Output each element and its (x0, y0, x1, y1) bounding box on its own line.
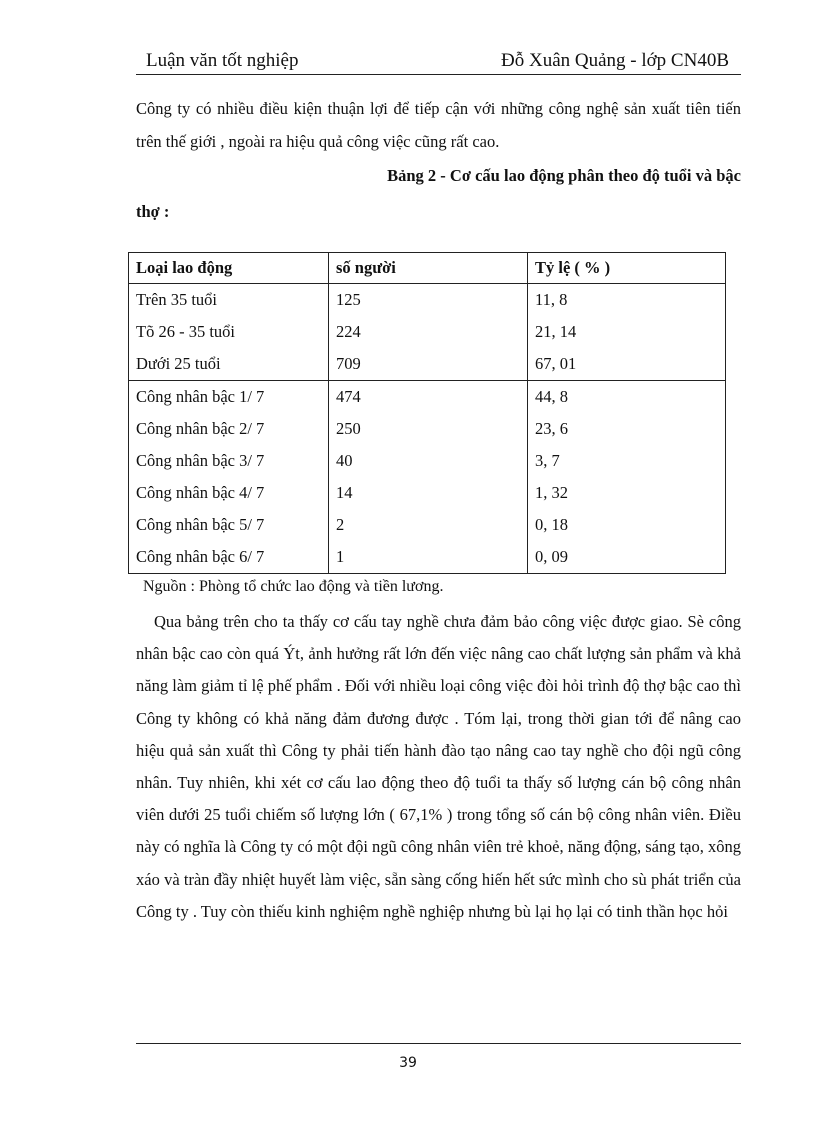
cell-count: 709 (329, 348, 528, 381)
labor-structure-table (128, 252, 726, 574)
table-row (129, 284, 726, 317)
cell-count: 250 (329, 413, 528, 445)
cell-ratio: 23, 6 (535, 419, 568, 438)
cell-labor-type: Công nhân bậc 4/ 7 (129, 477, 329, 509)
cell-labor-type: Công nhân bậc 2/ 7 (129, 413, 329, 445)
cell-count: 2 (329, 509, 528, 541)
cell-ratio: 67, 01 (535, 354, 577, 373)
cell-ratio: 3, 7 (535, 451, 560, 470)
table-caption-line-1: Bảng 2 - Cơ cấu lao động phân theo độ tuổi và bậc (387, 166, 741, 185)
cell-count: 40 (329, 445, 528, 477)
table-row (129, 381, 726, 414)
cell-labor-type: Tõ 26 - 35 tuổi (129, 316, 329, 348)
cell-ratio: 44, 8 (528, 381, 726, 414)
cell-ratio: 11, 8 (535, 290, 568, 309)
page-number: 39 (399, 1055, 417, 1071)
footer-divider (136, 1043, 741, 1044)
table-caption (136, 158, 741, 230)
header-author: Đỗ Xuân Quảng - lớp CN40B (501, 50, 729, 71)
column-header-ratio: Tỷ lệ ( % ) (528, 253, 726, 284)
body-paragraph: Qua bảng trên cho ta thấy cơ cấu tay nghề chưa đảm bảo công việc được giao. Sè công nhân bậc cao còn quá Ýt, ảnh hưởng rất lớn đến việc nâng cao chất lượng sản phẩm và khả năng làm giảm tỉ lệ phế phẩm . Đối với nhiều loại công việc đòi hỏi trình độ thợ bậc cao thì Công ty không có khả năng đảm đương được . Tóm lại, trong thời gian tới để nâng cao hiệu quả sản xuất thì Công ty phải tiến hành đào tạo nâng cao tay nghề cho đội ngũ công nhân. Tuy nhiên, khi xét cơ cấu lao động theo độ tuổi ta thấy số lượng cán bộ công nhân viên dưới 25 tuổi chiếm số lượng lớn ( 67,1% ) trong tổng số cán bộ công nhân viên. Điều này có nghĩa là Công ty có một đội ngũ công nhân viên trẻ khoẻ, năng động, sáng tạo, xông xáo và tràn đầy nhiệt huyết làm việc, sẵn sàng cống hiến hết sức mình cho sù phát triển của Công ty . Tuy còn thiếu kinh nghiệm nghề nghiệp nhưng bù lại họ lại có tinh thần học hỏi (136, 612, 741, 921)
intro-paragraph: Công ty có nhiều điều kiện thuận lợi để tiếp cận với những công nghệ sản xuất tiên tiến trên thế giới , ngoài ra hiệu quả công việc cũng rất cao. (136, 99, 741, 151)
table-row (129, 316, 726, 348)
column-header-labor-type: Loại lao động (129, 253, 329, 284)
cell-labor-type: Công nhân bậc 6/ 7 (129, 541, 329, 574)
table-header-row (129, 253, 726, 284)
table-row (129, 348, 726, 381)
table-source-note: Nguồn : Phòng tổ chức lao động và tiền lương. (143, 578, 444, 595)
cell-ratio: 21, 14 (535, 322, 577, 341)
cell-labor-type: Trên 35 tuổi (129, 284, 329, 317)
cell-count: 474 (329, 381, 528, 414)
cell-count: 1 (329, 541, 528, 574)
header-thesis-title: Luận văn tốt nghiệp (146, 50, 299, 71)
page-header (136, 48, 741, 75)
cell-ratio: 1, 32 (535, 483, 568, 502)
table-row (129, 413, 726, 445)
table-caption-line-2: thợ : (136, 202, 170, 221)
table-row (129, 445, 726, 477)
column-header-count: số người (329, 253, 528, 284)
cell-ratio: 0, 18 (535, 515, 568, 534)
cell-labor-type: Dưới 25 tuổi (129, 348, 329, 381)
cell-count: 224 (329, 316, 528, 348)
cell-count: 14 (329, 477, 528, 509)
cell-labor-type: Công nhân bậc 3/ 7 (129, 445, 329, 477)
cell-labor-type: Công nhân bậc 1/ 7 (129, 381, 329, 414)
table-row (129, 541, 726, 574)
cell-count: 125 (329, 284, 528, 317)
table-row (129, 477, 726, 509)
table-row (129, 509, 726, 541)
cell-ratio: 0, 09 (535, 547, 568, 566)
cell-labor-type: Công nhân bậc 5/ 7 (129, 509, 329, 541)
